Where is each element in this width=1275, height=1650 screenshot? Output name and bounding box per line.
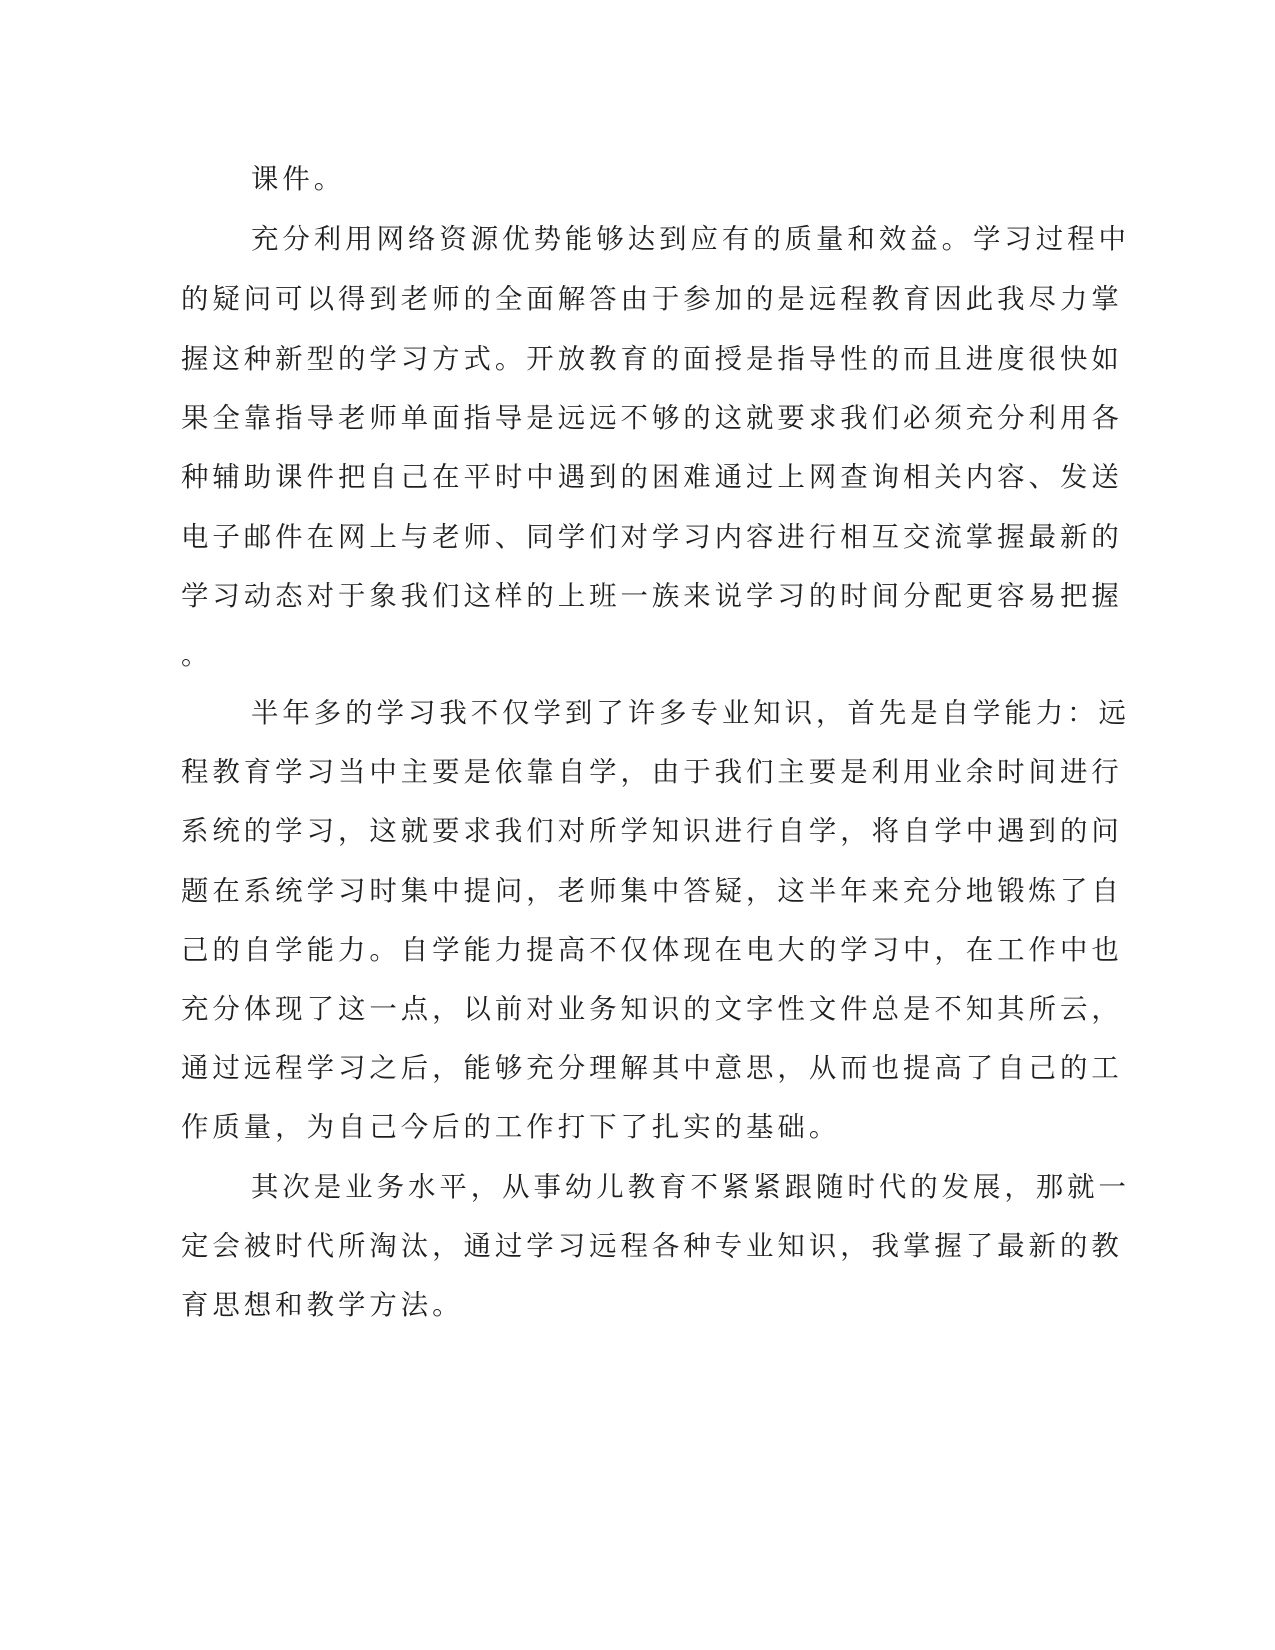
text-line: 定会被时代所淘汰，通过学习远程各种专业知识，我掌握了最新的教 xyxy=(181,1231,1123,1262)
text-line: 握这种新型的学习方式。开放教育的面授是指导性的而且进度很快如 xyxy=(181,344,1123,375)
text-line: 通过远程学习之后，能够充分理解其中意思，从而也提高了自己的工 xyxy=(181,1053,1123,1084)
text-line: 充分利用网络资源优势能够达到应有的质量和效益。学习过程中 xyxy=(251,224,1130,255)
text-line: 充分体现了这一点，以前对业务知识的文字性文件总是不知其所云， xyxy=(181,994,1123,1025)
text-line: 作质量，为自己今后的工作打下了扎实的基础。 xyxy=(181,1112,841,1143)
text-line: 育思想和教学方法。 xyxy=(181,1290,464,1321)
text-line: 半年多的学习我不仅学到了许多专业知识，首先是自学能力：远 xyxy=(251,698,1130,729)
text-line: 其次是业务水平，从事幼儿教育不紧紧跟随时代的发展，那就一 xyxy=(251,1172,1130,1203)
text-line: 。 xyxy=(181,640,213,671)
text-line: 果全靠指导老师单面指导是远远不够的这就要求我们必须充分利用各 xyxy=(181,403,1123,434)
text-line: 种辅助课件把自己在平时中遇到的困难通过上网查询相关内容、发送 xyxy=(181,462,1123,493)
text-line: 的疑问可以得到老师的全面解答由于参加的是远程教育因此我尽力掌 xyxy=(181,284,1123,315)
text-line: 程教育学习当中主要是依靠自学，由于我们主要是利用业余时间进行 xyxy=(181,757,1123,788)
text-line: 学习动态对于象我们这样的上班一族来说学习的时间分配更容易把握 xyxy=(181,581,1123,612)
text-line: 系统的学习，这就要求我们对所学知识进行自学，将自学中遇到的问 xyxy=(181,816,1123,847)
text-line: 课件。 xyxy=(251,164,346,195)
text-line: 题在系统学习时集中提问，老师集中答疑，这半年来充分地锻炼了自 xyxy=(181,876,1123,907)
text-line: 己的自学能力。自学能力提高不仅体现在电大的学习中，在工作中也 xyxy=(181,935,1123,966)
text-line: 电子邮件在网上与老师、同学们对学习内容进行相互交流掌握最新的 xyxy=(181,522,1123,553)
